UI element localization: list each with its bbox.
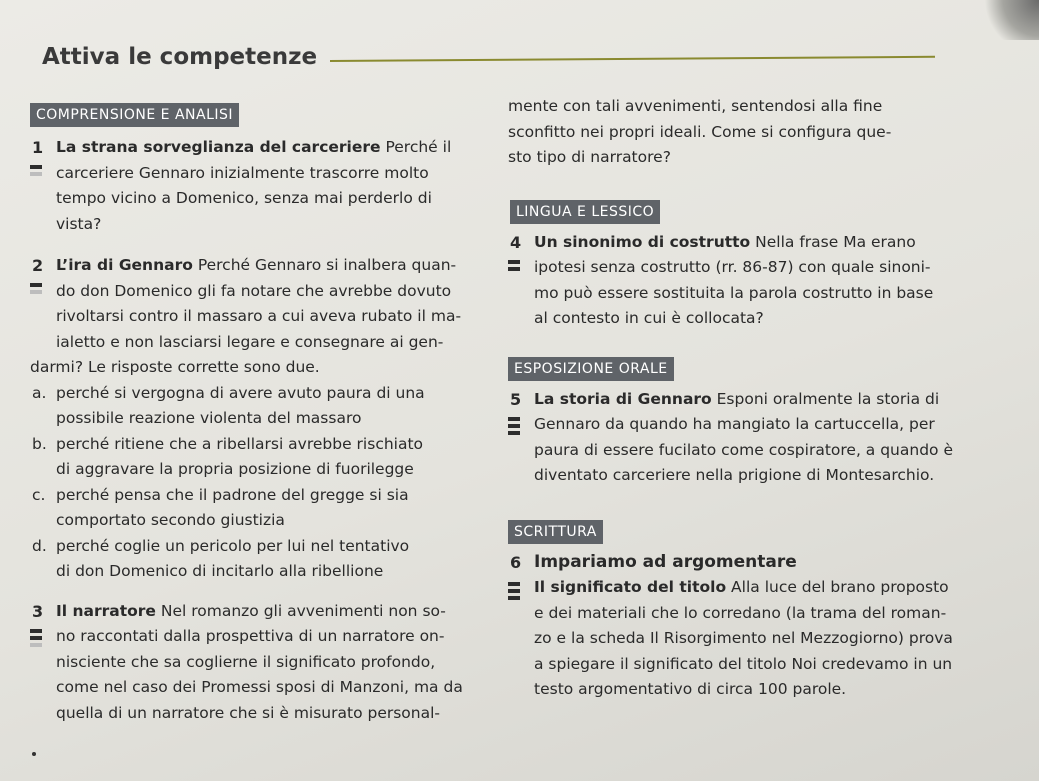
right-column [508, 94, 958, 703]
exercise-5 [508, 387, 958, 489]
level-marker-icon [508, 417, 520, 435]
exercise-2 [30, 253, 480, 355]
exercise-number: 5 [510, 389, 522, 409]
level-marker-icon [30, 629, 42, 647]
exercise-text: L’ira di Gennaro Perché Gennaro si inalbera quan- do don Domenico gli fa notare che avrebbe dovuto rivoltarsi contro il massaro a cui aveva rubato il ma- ialetto e non lasciarsi legare e consegnare ai gen- [56, 256, 462, 351]
option-b: b. perché ritiene che a ribellarsi avrebbe rischiato di aggravare la propria posizione di fuorilegge [32, 434, 424, 478]
exercise-text: Il significato del titolo Alla luce del brano proposto e dei materiali che lo corredano (la trama del roman- zo e la scheda Il Risorgimento nel Mezzogiorno) prova a spiegare il significato del titolo Noi credevamo in un testo argomentativo di circa 100 parole. [534, 578, 953, 698]
exercise-text-continued: darmi? Le risposte corrette sono due. [30, 358, 320, 376]
section-label-esposizione: ESPOSIZIONE ORALE [508, 357, 674, 381]
exercise-4 [508, 230, 958, 332]
level-marker-icon [508, 260, 520, 271]
exercise-number: 6 [510, 552, 522, 572]
exercise-number: 2 [32, 256, 44, 275]
section-label-scrittura: SCRITTURA [508, 520, 603, 544]
exercise-1 [30, 135, 480, 237]
exercise-number: 1 [32, 138, 44, 157]
exercise-3-continued: mente con tali avvenimenti, sentendosi alla fine sconfitto nei propri ideali. Come si configura que- sto tipo di narratore? [508, 97, 892, 166]
exercise-3 [30, 599, 480, 727]
option-a: a. perché si vergogna di avere avuto paura di una possibile reazione violenta del massaro [32, 383, 425, 427]
level-marker-icon [30, 283, 42, 294]
title-rule [330, 56, 935, 62]
option-d: d. perché coglie un pericolo per lui nel tentativo di don Domenico di incitarlo alla ribellione [32, 536, 410, 580]
exercise-6 [508, 550, 958, 703]
bullet-dot [32, 752, 36, 756]
exercise-text: La strana sorveglianza del carceriere Perché il carceriere Gennaro inizialmente trascorre molto tempo vicino a Domenico, senza mai perderlo di vista? [56, 138, 452, 233]
left-column [30, 102, 480, 726]
section-label-comprensione: COMPRENSIONE E ANALISI [30, 103, 239, 127]
exercise-text: Il narratore Nel romanzo gli avvenimenti non so- no raccontati dalla prospettiva di un narratore on- nisciente che sa coglierne il significato profondo, come nel caso dei Promessi sposi di Manzoni, ma da quella di un narratore che si è misurato personal- [56, 601, 463, 722]
exercise-subheading: Impariamo ad argomentare [534, 551, 797, 572]
option-c: c. perché pensa che il padrone del gregge si sia comportato secondo giustizia [32, 485, 409, 529]
level-marker-icon [30, 165, 42, 176]
exercise-number: 4 [510, 232, 522, 252]
section-label-lingua: LINGUA E LESSICO [510, 200, 660, 224]
level-marker-icon [508, 582, 520, 600]
exercise-number: 3 [32, 601, 44, 621]
page-title: Attiva le competenze [42, 44, 318, 70]
page-corner-shadow [979, 0, 1039, 40]
exercise-text: La storia di Gennaro Esponi oralmente la storia di Gennaro da quando ha mangiato la cartuccella, per paura di essere fucilato come cospiratore, a quando è diventato carceriere nella prigione di Montesarchio. [534, 389, 953, 484]
exercise-text: Un sinonimo di costrutto Nella frase Ma erano ipotesi senza costrutto (rr. 86-87) con quale sinoni- mo può essere sostituita la parola costrutto in base al contesto in cui è collocata? [534, 232, 934, 327]
